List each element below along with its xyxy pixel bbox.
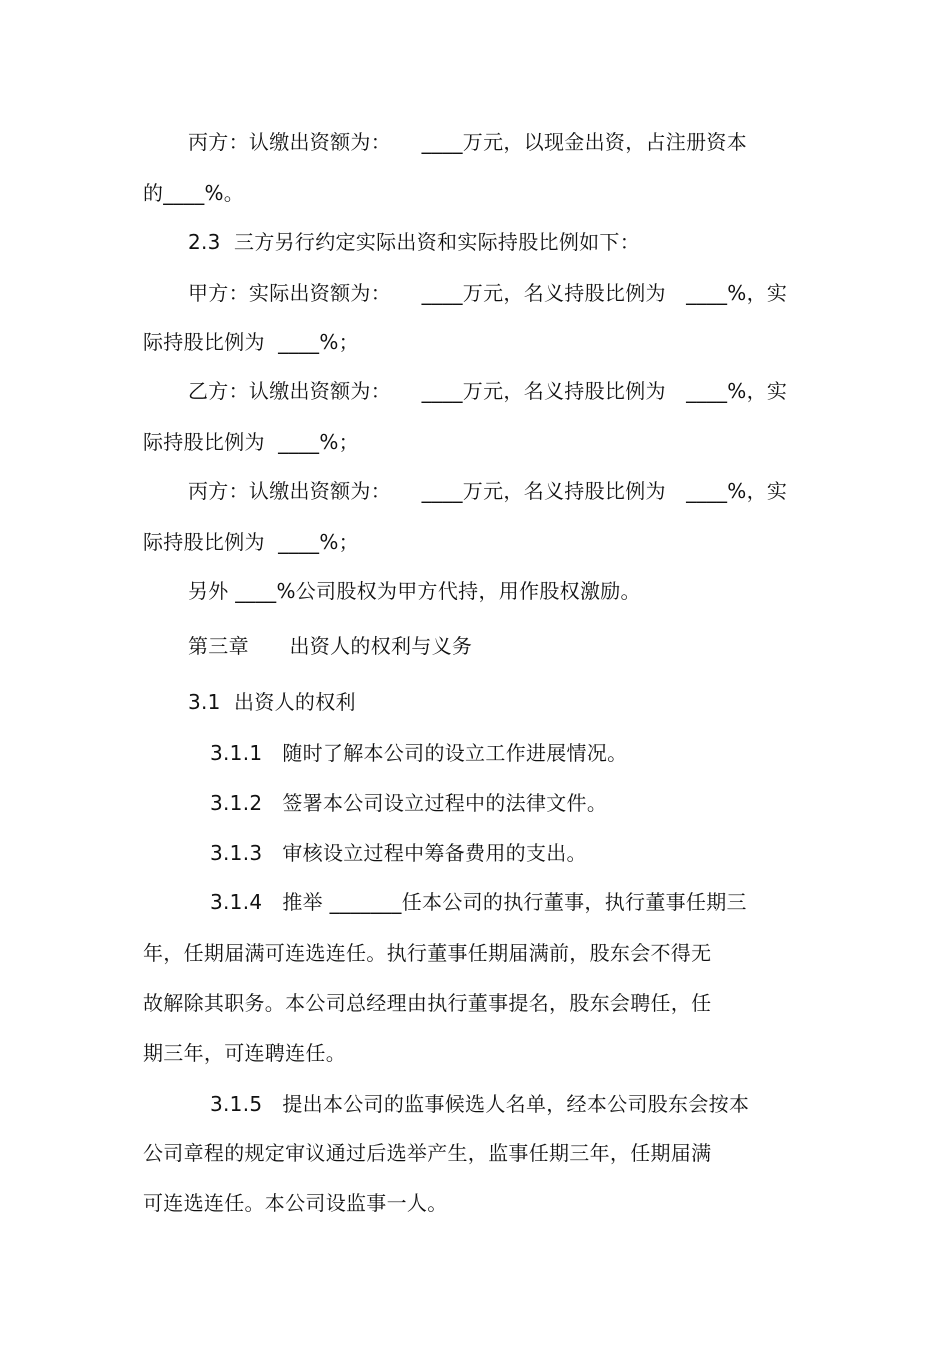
text-line: 乙方：认缴出资额为： ____万元，名义持股比例为 ____%，实 bbox=[188, 379, 788, 403]
text-line: 另外 ____%公司股权为甲方代持，用作股权激励。 bbox=[188, 579, 641, 603]
text-line: 丙方：认缴出资额为： ____万元，名义持股比例为 ____%，实 bbox=[188, 479, 788, 503]
text-line: 际持股比例为 ____%； bbox=[143, 430, 359, 454]
clause-3-1-1: 3.1.1 随时了解本公司的设立工作进展情况。 bbox=[210, 741, 628, 765]
text-line: 的____%。 bbox=[143, 181, 245, 205]
text-line: 年，任期届满可连选连任。执行董事任期届满前，股东会不得无 bbox=[143, 941, 712, 965]
clause-3-1-2: 3.1.2 签署本公司设立过程中的法律文件。 bbox=[210, 791, 608, 815]
text-line: 甲方：实际出资额为： ____万元，名义持股比例为 ____%，实 bbox=[188, 281, 788, 305]
text-line: 际持股比例为 ____%； bbox=[143, 330, 359, 354]
text-line: 2.3 三方另行约定实际出资和实际持股比例如下： bbox=[188, 230, 641, 254]
text-line: 期三年，可连聘连任。 bbox=[143, 1041, 346, 1065]
section-heading: 3.1 出资人的权利 bbox=[188, 690, 356, 714]
chapter-heading: 第三章 出资人的权利与义务 bbox=[188, 634, 473, 658]
clause-3-1-5: 3.1.5 提出本公司的监事候选人名单，经本公司股东会按本 bbox=[210, 1092, 750, 1116]
clause-3-1-4: 3.1.4 推举 _______任本公司的执行董事，执行董事任期三 bbox=[210, 890, 747, 914]
clause-3-1-3: 3.1.3 审核设立过程中筹备费用的支出。 bbox=[210, 841, 587, 865]
text-line: 际持股比例为 ____%； bbox=[143, 530, 359, 554]
text-line: 可连选连任。本公司设监事一人。 bbox=[143, 1191, 448, 1215]
text-line: 丙方：认缴出资额为： ____万元，以现金出资，占注册资本 bbox=[188, 130, 747, 154]
text-line: 公司章程的规定审议通过后选举产生，监事任期三年，任期届满 bbox=[143, 1141, 712, 1165]
text-line: 故解除其职务。本公司总经理由执行董事提名，股东会聘任，任 bbox=[143, 991, 712, 1015]
